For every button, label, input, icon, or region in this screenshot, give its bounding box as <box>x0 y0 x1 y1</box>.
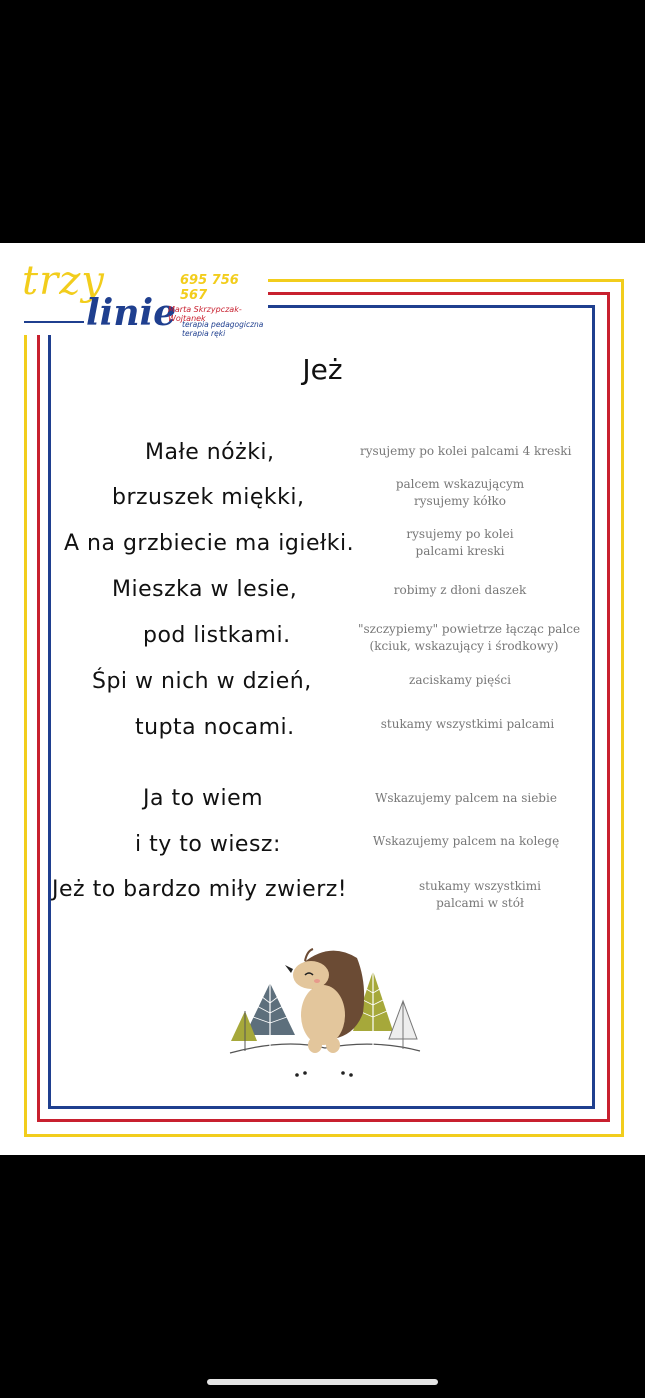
instruction-text: palcami kreski <box>415 544 505 558</box>
home-indicator[interactable] <box>207 1379 438 1385</box>
logo-linie: linie <box>86 292 177 334</box>
page-title: Jeż <box>302 353 343 386</box>
hedgehog-illustration <box>225 943 425 1088</box>
hedgehog-icon <box>285 949 364 1077</box>
instruction-text: "szczypiemy" powietrze łącząc palce <box>358 622 581 636</box>
logo-name: Marta Skrzypczak-Wojtanek <box>168 305 242 323</box>
verse-line: i ty to wiesz: <box>135 832 281 857</box>
instruction-text: stukamy wszystkimi palcami <box>380 717 555 731</box>
instruction-text: Wskazujemy palcem na siebie <box>375 791 557 805</box>
verse-line: Małe nóżki, <box>145 440 275 465</box>
logo-tagline-1: terapia pedagogiczna <box>182 320 264 329</box>
tree-icon <box>389 1001 417 1049</box>
verse-line: Mieszka w lesie, <box>112 577 298 602</box>
verse-line: tupta nocami. <box>135 715 295 740</box>
logo-trzy: trzy <box>22 258 105 304</box>
instruction-note <box>360 526 560 560</box>
instruction-text: (kciuk, wskazujący i środkowy) <box>369 639 559 653</box>
instruction-note <box>358 621 581 655</box>
instruction-text: rysujemy po kolei <box>406 527 514 541</box>
verse-line: pod listkami. <box>143 623 291 648</box>
instruction-text: zaciskamy pięści <box>409 673 511 687</box>
instruction-note <box>360 476 560 510</box>
instruction-note <box>360 716 575 733</box>
instruction-text: Wskazujemy palcem na kolegę <box>372 834 560 848</box>
verse-line: brzuszek miękki, <box>112 485 305 510</box>
instruction-text: stukamy wszystkimi <box>419 879 541 893</box>
worksheet <box>0 243 645 1155</box>
verse-line: A na grzbiecie ma igiełki. <box>64 531 355 556</box>
instruction-text: rysujemy kółko <box>413 494 507 508</box>
instruction-note <box>366 833 566 850</box>
logo-underline <box>24 321 84 323</box>
logo <box>18 255 268 338</box>
instruction-text: rysujemy po kolei palcami 4 kreski <box>360 444 572 458</box>
verse-line: Jeż to bardzo miły zwierz! <box>52 877 348 902</box>
instruction-note <box>360 672 560 689</box>
instruction-note <box>366 790 566 807</box>
instruction-note <box>360 582 560 599</box>
instruction-text: palcami w stół <box>436 896 524 910</box>
verse-line: Śpi w nich w dzień, <box>92 669 312 694</box>
instruction-text: palcem wskazującym <box>395 477 525 491</box>
instruction-note <box>360 443 572 460</box>
logo-phone: 695 756 567 <box>180 273 239 303</box>
instruction-note <box>380 878 580 912</box>
logo-tagline-2: terapia ręki <box>182 329 226 338</box>
verse-line: Ja to wiem <box>143 786 264 811</box>
instruction-text: robimy z dłoni daszek <box>393 583 527 597</box>
